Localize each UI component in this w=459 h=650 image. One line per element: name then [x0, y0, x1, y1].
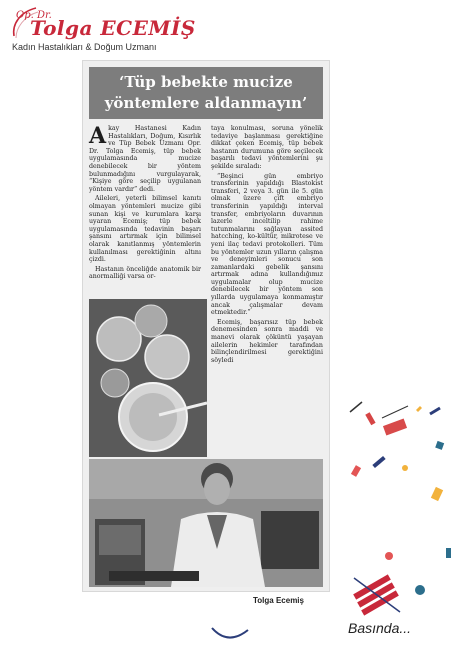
brand-name: Tolga ECEMİŞ [30, 16, 196, 40]
article-paragraph: Hastanın önceliğde anatomik bir anormalliği varsa or- [89, 265, 201, 281]
section-label: Basında... [348, 620, 412, 636]
headline-line-1: ‘Tüp bebekte mucize [119, 73, 293, 91]
article-paragraph: Ecemiş, başarısız tüp bebek denemesinden sonra maddi ve manevi olarak çöküntü yaşayan ailelerin hekimler tarafından bilinçlendirilmesi gerektiğini söyledi [211, 318, 323, 364]
brand-subtitle: Kadın Hastalıkları & Doğum Uzmanı [12, 42, 157, 52]
brand-prefix: Op. Dr. [16, 10, 52, 21]
paragraph-text: kay Hastanesi Kadın Hastalıkları, Doğum, Kısırlık ve Tüp Bebek Uzmanı Opr. Dr. Tolga Ecemiş, tüp bebek uygulamasında mucize denebilecek bir yöntem bulunmadığını vurgulayarak, “Kişiye göre seçilip uygulanan yöntem vardır” dedi. [89, 125, 201, 193]
drop-cap: A [89, 123, 107, 149]
article-paragraph: “Beşinci gün embriyo transferinin yapıldığı Blastokist transferi, 2 veya 3. gün ile 5. gün olmak üzere çift embriyo transferinin yapıldığı interval transfer, embriyoların duvarının lazerle inceltilip rahime tutunmalarını sağlayan assited hatcching, ko-kültür, mikrotese ve yeni ilaç tedavi protokolleri. Tüm bu yöntemler uzun yılların çalışma ve deneyimleri sonucu son zamanlardaki gebelik şansını artırmak adına kullandığımız uygulamalar olup mucize denebilecek bir yöntem son yıllarda uygulamaya konmamıştır ancak çalışmalar devam etmektedir.” [211, 172, 323, 317]
article-paragraph: taya konulması, soruna yönelik tedaviye başlanması gerektiğine dikkat çeken Ecemiş, tüp bebek hastanın durumuna göre seçilecek başarılı tedavi yöntemlerini şu şekilde sıraladı: [211, 125, 323, 170]
photo-caption: Tolga Ecemiş [253, 596, 304, 605]
headline-line-2: yöntemlere aldanmayın’ [104, 94, 308, 112]
article-paragraph: Aileleri, yeterli bilimsel kanıtı olmayan yöntemleri mucize gibi sunan kişi ve kurumlara karşı uyaran Ecemiş; tüp bebek uygulamasında tedavinin başarı şansını artırmak için bilimsel olarak kanıtlanmış yöntemlerin kullanılması gerektiğinin altını çizdi. [89, 195, 201, 264]
